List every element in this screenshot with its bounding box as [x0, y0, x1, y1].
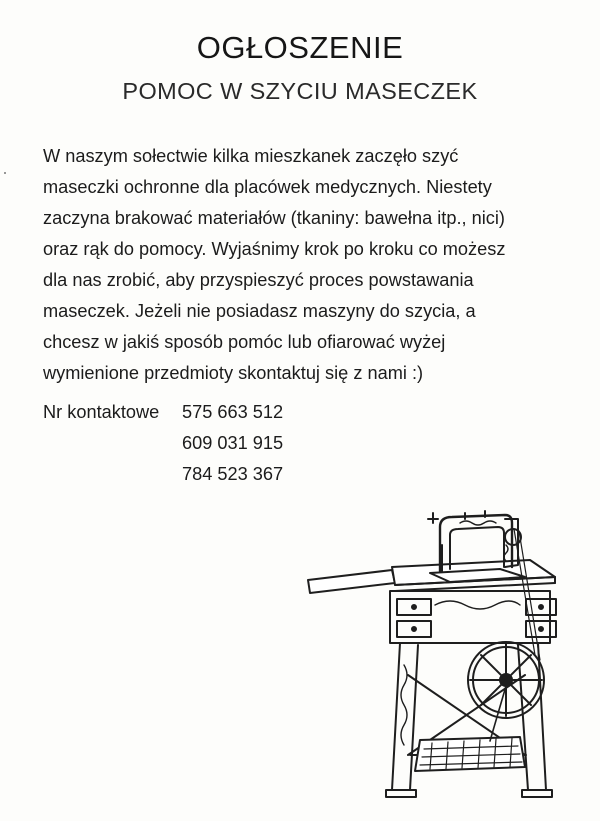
contact-row	[43, 397, 283, 428]
contact-label-spacer	[43, 428, 182, 459]
body-line: zaczyna brakować materiałów (tkaniny: bawełna itp., nici)	[43, 208, 505, 228]
scan-speck	[4, 172, 6, 174]
sewing-machine-icon	[300, 505, 562, 805]
phone-number: 609 031 915	[182, 433, 284, 453]
body-line: maseczki ochronne dla placówek medycznych. Niestety	[43, 177, 492, 197]
body-line: maseczek. Jeżeli nie posiadasz maszyny do szycia, a	[43, 301, 476, 321]
body-line: chcesz w jakiś sposób pomóc lub ofiarować wyżej	[43, 332, 446, 352]
notice-title: OGŁOSZENIE	[196, 30, 404, 65]
phone-number: 575 663 512	[182, 402, 284, 422]
contact-row	[43, 459, 283, 490]
contact-label: Nr kontaktowe	[43, 402, 160, 422]
body-line: oraz rąk do pomocy. Wyjaśnimy krok po kroku co możesz	[43, 239, 506, 259]
notice-subtitle: POMOC W SZYCIU MASECZEK	[122, 78, 478, 104]
contact-row	[43, 428, 283, 459]
contact-label-spacer	[43, 459, 182, 490]
body-line: W naszym sołectwie kilka mieszkanek zaczęło szyć	[43, 146, 459, 166]
notice-body	[43, 141, 583, 389]
contact-block	[43, 397, 283, 490]
body-line: wymienione przedmioty skontaktuj się z nami :)	[43, 363, 424, 383]
phone-number: 784 523 367	[182, 464, 284, 484]
body-line: dla nas zrobić, aby przyspieszyć proces powstawania	[43, 270, 474, 290]
